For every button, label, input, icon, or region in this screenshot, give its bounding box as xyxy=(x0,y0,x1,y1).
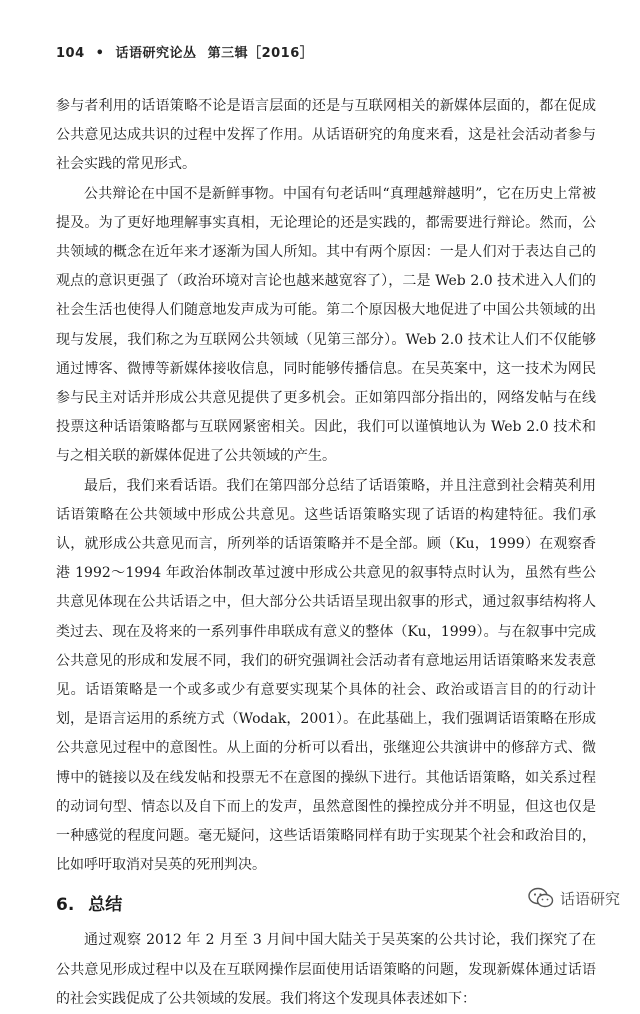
volume-label: 第三辑［2016］ xyxy=(207,46,314,61)
series-title: 话语研究论丛 xyxy=(115,46,197,61)
watermark xyxy=(528,887,620,909)
paragraph: 公共辩论在中国不是新鲜事物。中国有句老话叫“真理越辩越明”，它在历史上常被提及。为了更好地理解事实真相，无论理论的还是实践的，都需要进行辩论。然而，公共领域的概念在近年来才逐渐为国人所知。其中有两个原因：一是人们对于表达自己的观点的意识更强了（政治环境对言论也越来越宽容了），二是 Web 2.0 技术进入人们的社会生活也使得人们随意地发声成为可能。第二个原因极大地促进了中国公共领域的出现与发展，我们称之为互联网公共领域（见第三部分）。Web 2.0 技术让人们不仅能够通过博客、微博等新媒体接收信息，同时能够传播信息。在吴英案中，这一技术为网民参与民主对话并形成公共意见提供了更多机会。正如第四部分指出的，网络发帖与在线投票这种话语策略都与互联网紧密相关。因此，我们可以谨慎地认为 Web 2.0 技术和与之相关联的新媒体促进了公共领域的产生。 xyxy=(56,185,596,465)
running-header xyxy=(56,42,319,61)
watermark-label: 话语研究 xyxy=(559,889,620,908)
section-number: 6. xyxy=(56,895,75,916)
section-title: 总结 xyxy=(88,895,123,916)
paragraph: 最后，我们来看话语。我们在第四部分总结了话语策略，并且注意到社会精英利用话语策略在公共领域中形成公共意见。这些话语策略实现了话语的构建特征。我们承认，就形成公共意见而言，所列举的话语策略并不是全部。顾（Ku，1999）在观察香港 1992～1994 年政治体制改革过渡中形成公共意见的叙事特点时认为，虽然有些公共意见体现在公共话语之中，但大部分公共话语呈现出叙事的形式，通过叙事结构将人类过去、现在及将来的一系列事件串联成有意义的整体（Ku，1999）。与在叙事中完成公共意见的形成和发展不同，我们的研究强调社会活动者有意地运用话语策略来发表意见。话语策略是一个或多或少有意要实现某个具体的社会、政治或语言目的的行动计划，是语言运用的系统方式（Wodak，2001）。在此基础上，我们强调话语策略在形成公共意见过程中的意图性。从上面的分析可以看出，张继迎公共演讲中的修辞方式、微博中的链接以及在线发帖和投票无不在意图的操纵下进行。其他话语策略，如关系过程的动词句型、情态以及自下而上的发声，虽然意图性的操控成分并不明显，但这也仅是一种感觉的程度问题。毫无疑问，这些话语策略同样有助于实现某个社会和政治目的，比如呼吁取消对吴英的死刑判决。 xyxy=(56,477,596,874)
paragraph: 参与者利用的话语策略不论是语言层面的还是与互联网相关的新媒体层面的，都在促成公共意见达成共识的过程中发挥了作用。从话语研究的角度来看，这是社会活动者参与社会实践的常见形式。 xyxy=(56,98,596,173)
page-number: 104 xyxy=(56,46,85,61)
wechat-icon xyxy=(528,887,554,909)
header-separator: • xyxy=(95,46,105,61)
paragraph: 通过观察 2012 年 2 月至 3 月间中国大陆关于吴英案的公共讨论，我们探究了在公共意见形成过程中以及在互联网操作层面使用话语策略的问题，发现新媒体通过话语的社会实践促成了公共领域的发展。我们将这个发现具体表述如下： xyxy=(56,932,596,1007)
body-text xyxy=(56,92,596,1014)
section-heading xyxy=(56,892,596,918)
